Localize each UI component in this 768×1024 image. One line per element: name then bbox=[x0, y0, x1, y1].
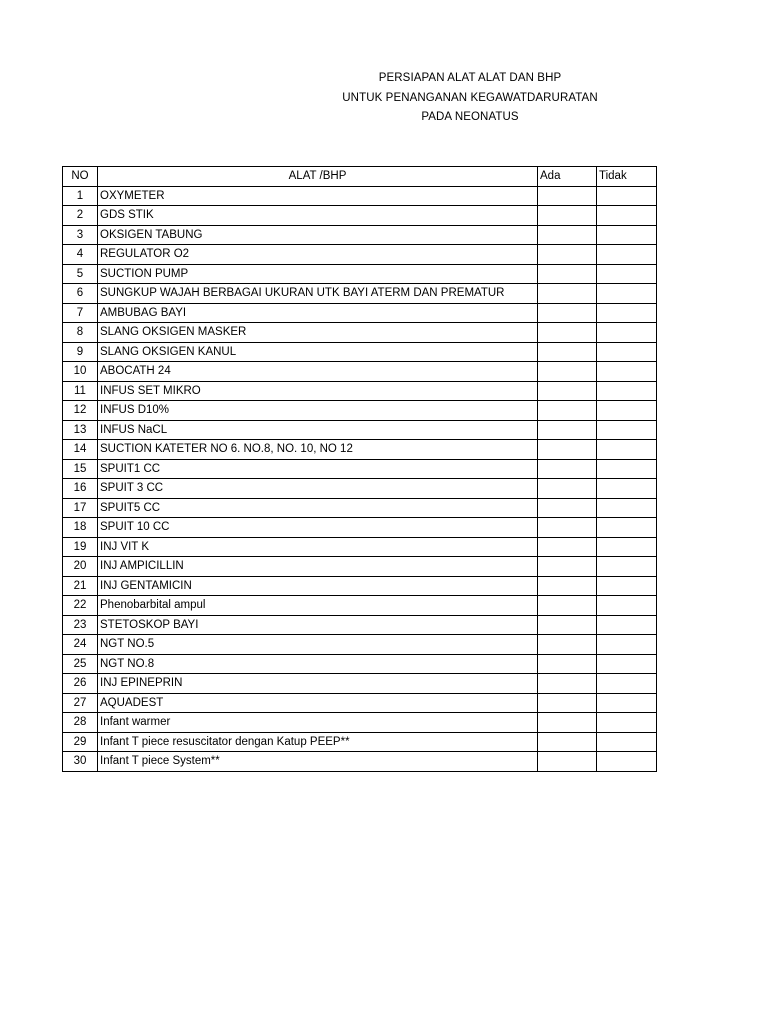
row-item: SLANG OKSIGEN KANUL bbox=[98, 342, 538, 362]
row-ada-cell[interactable] bbox=[538, 615, 597, 635]
row-number: 9 bbox=[63, 342, 98, 362]
row-tidak-cell[interactable] bbox=[597, 206, 657, 226]
row-item: OXYMETER bbox=[98, 186, 538, 206]
row-ada-cell[interactable] bbox=[538, 401, 597, 421]
title-line-1: PERSIAPAN ALAT ALAT DAN BHP bbox=[378, 72, 562, 84]
row-tidak-cell[interactable] bbox=[597, 420, 657, 440]
table-row bbox=[63, 381, 657, 401]
table-row bbox=[63, 245, 657, 265]
row-tidak-cell[interactable] bbox=[597, 479, 657, 499]
row-tidak-cell[interactable] bbox=[597, 537, 657, 557]
table-row bbox=[63, 537, 657, 557]
row-tidak-cell[interactable] bbox=[597, 186, 657, 206]
row-tidak-cell[interactable] bbox=[597, 576, 657, 596]
row-ada-cell[interactable] bbox=[538, 303, 597, 323]
row-number: 11 bbox=[63, 381, 98, 401]
table-row bbox=[63, 342, 657, 362]
row-tidak-cell[interactable] bbox=[597, 518, 657, 538]
row-ada-cell[interactable] bbox=[538, 693, 597, 713]
row-number: 28 bbox=[63, 713, 98, 733]
title-line-2: UNTUK PENANGANAN KEGAWATDARURATAN bbox=[342, 91, 598, 104]
row-ada-cell[interactable] bbox=[538, 479, 597, 499]
row-number: 4 bbox=[63, 245, 98, 265]
row-tidak-cell[interactable] bbox=[597, 440, 657, 460]
row-item: SUCTION PUMP bbox=[98, 264, 538, 284]
row-tidak-cell[interactable] bbox=[597, 362, 657, 382]
row-number: 3 bbox=[63, 225, 98, 245]
row-item: AMBUBAG BAYI bbox=[98, 303, 538, 323]
row-ada-cell[interactable] bbox=[538, 557, 597, 577]
table-row bbox=[63, 401, 657, 421]
row-ada-cell[interactable] bbox=[538, 596, 597, 616]
row-tidak-cell[interactable] bbox=[597, 732, 657, 752]
header-no: NO bbox=[63, 167, 98, 187]
row-tidak-cell[interactable] bbox=[597, 245, 657, 265]
table-row bbox=[63, 674, 657, 694]
row-ada-cell[interactable] bbox=[538, 381, 597, 401]
row-item: SPUIT1 CC bbox=[98, 459, 538, 479]
row-item: REGULATOR O2 bbox=[98, 245, 538, 265]
row-item: INFUS SET MIKRO bbox=[98, 381, 538, 401]
table-row bbox=[63, 518, 657, 538]
row-ada-cell[interactable] bbox=[538, 537, 597, 557]
row-number: 5 bbox=[63, 264, 98, 284]
row-item: INFUS D10% bbox=[98, 401, 538, 421]
row-item: Infant warmer bbox=[98, 713, 538, 733]
row-ada-cell[interactable] bbox=[538, 732, 597, 752]
table-row bbox=[63, 225, 657, 245]
row-tidak-cell[interactable] bbox=[597, 459, 657, 479]
row-item: Infant T piece System** bbox=[98, 752, 538, 772]
row-item: SPUIT 10 CC bbox=[98, 518, 538, 538]
row-item: STETOSKOP BAYI bbox=[98, 615, 538, 635]
table-row bbox=[63, 440, 657, 460]
row-number: 6 bbox=[63, 284, 98, 304]
document-title bbox=[160, 69, 768, 128]
row-ada-cell[interactable] bbox=[538, 245, 597, 265]
table-row bbox=[63, 596, 657, 616]
table-row bbox=[63, 186, 657, 206]
row-tidak-cell[interactable] bbox=[597, 323, 657, 343]
row-item: OKSIGEN TABUNG bbox=[98, 225, 538, 245]
row-tidak-cell[interactable] bbox=[597, 264, 657, 284]
row-number: 2 bbox=[63, 206, 98, 226]
header-ada: Ada bbox=[538, 167, 597, 187]
row-tidak-cell[interactable] bbox=[597, 674, 657, 694]
row-tidak-cell[interactable] bbox=[597, 654, 657, 674]
row-number: 16 bbox=[63, 479, 98, 499]
row-tidak-cell[interactable] bbox=[597, 557, 657, 577]
row-item: INFUS NaCL bbox=[98, 420, 538, 440]
row-tidak-cell[interactable] bbox=[597, 713, 657, 733]
row-number: 17 bbox=[63, 498, 98, 518]
row-item: SUNGKUP WAJAH BERBAGAI UKURAN UTK BAYI ATERM DAN PREMATUR bbox=[98, 284, 538, 304]
row-ada-cell[interactable] bbox=[538, 674, 597, 694]
row-number: 18 bbox=[63, 518, 98, 538]
row-number: 14 bbox=[63, 440, 98, 460]
table-row bbox=[63, 635, 657, 655]
row-tidak-cell[interactable] bbox=[597, 498, 657, 518]
row-tidak-cell[interactable] bbox=[597, 401, 657, 421]
title-line-3: PADA NEONATUS bbox=[421, 111, 519, 123]
row-item: SPUIT5 CC bbox=[98, 498, 538, 518]
row-tidak-cell[interactable] bbox=[597, 342, 657, 362]
row-number: 20 bbox=[63, 557, 98, 577]
row-number: 19 bbox=[63, 537, 98, 557]
table-row bbox=[63, 459, 657, 479]
row-number: 7 bbox=[63, 303, 98, 323]
row-ada-cell[interactable] bbox=[538, 342, 597, 362]
table-row bbox=[63, 732, 657, 752]
row-ada-cell[interactable] bbox=[538, 518, 597, 538]
row-ada-cell[interactable] bbox=[538, 459, 597, 479]
row-ada-cell[interactable] bbox=[538, 635, 597, 655]
row-ada-cell[interactable] bbox=[538, 713, 597, 733]
table-row bbox=[63, 479, 657, 499]
row-ada-cell[interactable] bbox=[538, 323, 597, 343]
row-item: AQUADEST bbox=[98, 693, 538, 713]
row-number: 30 bbox=[63, 752, 98, 772]
row-tidak-cell[interactable] bbox=[597, 303, 657, 323]
table-row bbox=[63, 693, 657, 713]
row-item: GDS STIK bbox=[98, 206, 538, 226]
row-ada-cell[interactable] bbox=[538, 440, 597, 460]
row-ada-cell[interactable] bbox=[538, 576, 597, 596]
table-header-row bbox=[63, 167, 657, 187]
row-item: INJ AMPICILLIN bbox=[98, 557, 538, 577]
table-row bbox=[63, 557, 657, 577]
row-item: INJ EPINEPRIN bbox=[98, 674, 538, 694]
table-row bbox=[63, 615, 657, 635]
table-row bbox=[63, 303, 657, 323]
row-number: 12 bbox=[63, 401, 98, 421]
row-item: INJ GENTAMICIN bbox=[98, 576, 538, 596]
row-item: Phenobarbital ampul bbox=[98, 596, 538, 616]
row-number: 15 bbox=[63, 459, 98, 479]
table-row bbox=[63, 284, 657, 304]
row-number: 25 bbox=[63, 654, 98, 674]
table-row bbox=[63, 362, 657, 382]
row-ada-cell[interactable] bbox=[538, 284, 597, 304]
row-ada-cell[interactable] bbox=[538, 752, 597, 772]
row-number: 21 bbox=[63, 576, 98, 596]
table-row bbox=[63, 420, 657, 440]
table-row bbox=[63, 654, 657, 674]
table-row bbox=[63, 206, 657, 226]
row-ada-cell[interactable] bbox=[538, 498, 597, 518]
row-ada-cell[interactable] bbox=[538, 264, 597, 284]
row-number: 8 bbox=[63, 323, 98, 343]
table-body bbox=[63, 186, 657, 771]
row-number: 29 bbox=[63, 732, 98, 752]
row-tidak-cell[interactable] bbox=[597, 225, 657, 245]
row-ada-cell[interactable] bbox=[538, 362, 597, 382]
row-item: NGT NO.5 bbox=[98, 635, 538, 655]
row-number: 24 bbox=[63, 635, 98, 655]
row-item: Infant T piece resuscitator dengan Katup PEEP** bbox=[98, 732, 538, 752]
table-row bbox=[63, 713, 657, 733]
row-item: ABOCATH 24 bbox=[98, 362, 538, 382]
row-ada-cell[interactable] bbox=[538, 654, 597, 674]
row-item: SLANG OKSIGEN MASKER bbox=[98, 323, 538, 343]
row-tidak-cell[interactable] bbox=[597, 284, 657, 304]
header-item: ALAT /BHP bbox=[98, 167, 538, 187]
row-item: NGT NO.8 bbox=[98, 654, 538, 674]
row-item: SPUIT 3 CC bbox=[98, 479, 538, 499]
row-number: 1 bbox=[63, 186, 98, 206]
row-item: SUCTION KATETER NO 6. NO.8, NO. 10, NO 12 bbox=[98, 440, 538, 460]
row-ada-cell[interactable] bbox=[538, 225, 597, 245]
row-number: 26 bbox=[63, 674, 98, 694]
row-item: INJ VIT K bbox=[98, 537, 538, 557]
row-tidak-cell[interactable] bbox=[597, 615, 657, 635]
row-number: 23 bbox=[63, 615, 98, 635]
row-tidak-cell[interactable] bbox=[597, 752, 657, 772]
row-number: 27 bbox=[63, 693, 98, 713]
table-row bbox=[63, 752, 657, 772]
row-ada-cell[interactable] bbox=[538, 420, 597, 440]
row-number: 22 bbox=[63, 596, 98, 616]
table-row bbox=[63, 576, 657, 596]
row-ada-cell[interactable] bbox=[538, 186, 597, 206]
row-ada-cell[interactable] bbox=[538, 206, 597, 226]
row-number: 10 bbox=[63, 362, 98, 382]
row-number: 13 bbox=[63, 420, 98, 440]
table-row bbox=[63, 264, 657, 284]
row-tidak-cell[interactable] bbox=[597, 381, 657, 401]
table-row bbox=[63, 498, 657, 518]
equipment-checklist-table bbox=[62, 166, 657, 772]
row-tidak-cell[interactable] bbox=[597, 635, 657, 655]
table-row bbox=[63, 323, 657, 343]
row-tidak-cell[interactable] bbox=[597, 596, 657, 616]
row-tidak-cell[interactable] bbox=[597, 693, 657, 713]
header-tidak: Tidak bbox=[597, 167, 657, 187]
